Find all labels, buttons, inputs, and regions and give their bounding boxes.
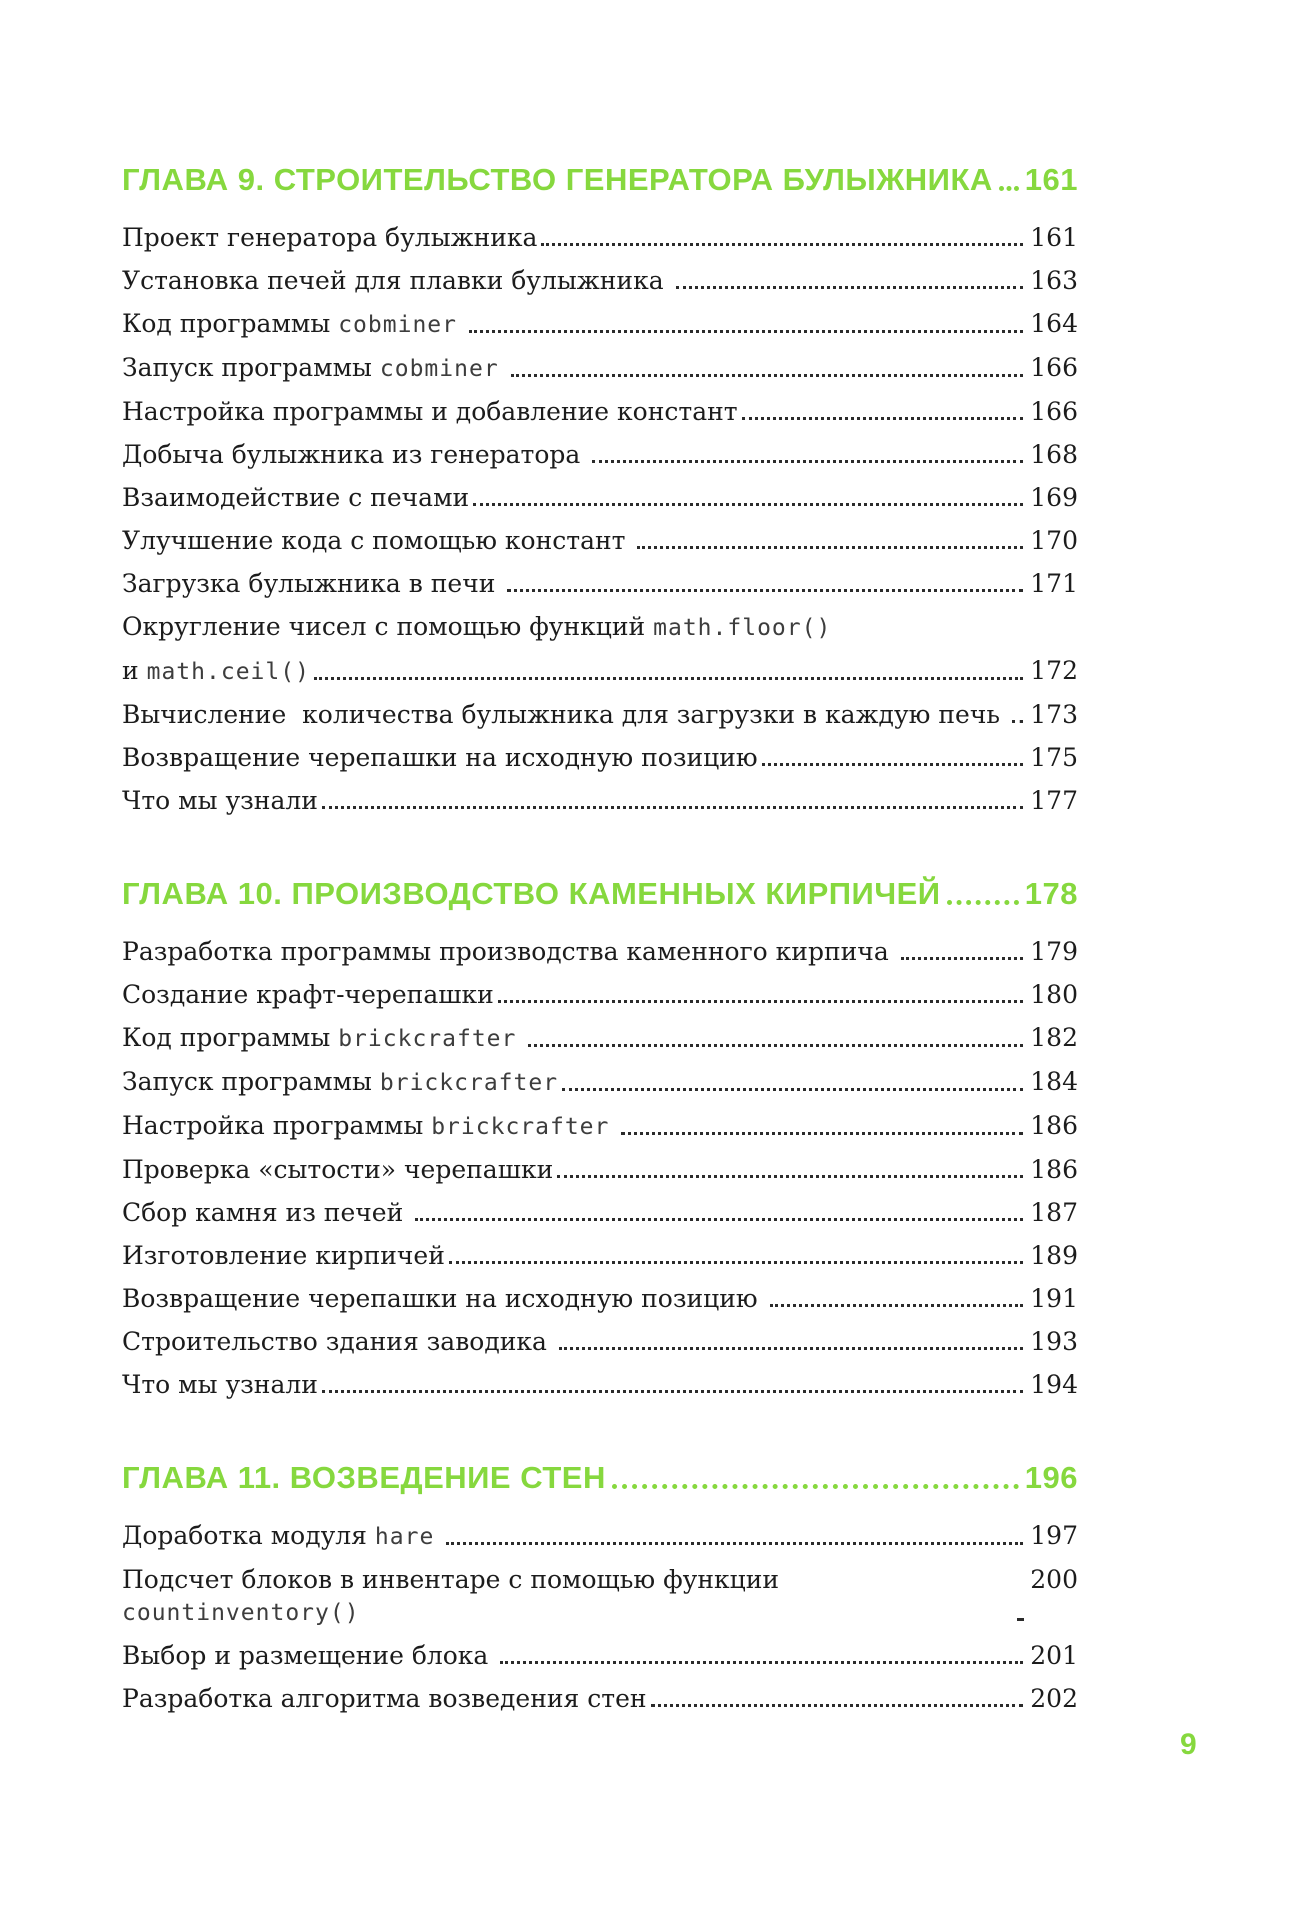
entry-page-number: 172: [1030, 655, 1078, 685]
entry-line: [122, 1634, 1078, 1677]
dot-leader: [742, 417, 1024, 420]
entry-page-number: 166: [1030, 352, 1078, 382]
entry-line: [122, 562, 1078, 605]
dot-leader: [676, 286, 1024, 289]
chapter-heading: [122, 874, 1078, 914]
page-folio: 9: [1180, 1728, 1197, 1761]
entry-page-number: 202: [1030, 1683, 1078, 1713]
code-term: cobminer: [379, 355, 499, 382]
dot-leader: [498, 1000, 1024, 1003]
dot-leader: [314, 677, 1023, 680]
entry-text-part: Округление чисел с помощью функций: [122, 611, 654, 641]
entry-text-part: [609, 1111, 617, 1140]
entry-page-number: 184: [1030, 1066, 1078, 1096]
toc-entry: [122, 1148, 1078, 1191]
entry-line: [122, 736, 1078, 779]
toc-entry: [122, 693, 1078, 736]
toc-entry: [122, 779, 1078, 822]
entry-text-part: [434, 1521, 442, 1550]
entry-text-part: Доработка модуля: [122, 1520, 375, 1550]
entry-line: [122, 1677, 1078, 1720]
dot-leader: [511, 374, 1024, 377]
dot-leader: [541, 243, 1023, 246]
entry-text: [122, 396, 738, 428]
entry-text-part: Разработка алгоритма возведения стен: [122, 1683, 647, 1713]
dot-leader: [322, 1390, 1023, 1393]
chapter-entries: [122, 930, 1078, 1406]
entry-text-part: Проект генератора булыжника: [122, 222, 538, 252]
entry-line: [122, 1191, 1078, 1234]
entry-page-number: 182: [1030, 1022, 1078, 1052]
entry-line: [122, 779, 1078, 822]
entry-text: [122, 936, 897, 968]
entry-text-part: Взаимодействие с печами: [122, 482, 470, 512]
entry-text: [122, 482, 469, 514]
dot-leader: [770, 1304, 1024, 1307]
entry-page-number: 175: [1030, 742, 1078, 772]
entry-page-number: 193: [1030, 1326, 1078, 1356]
dot-leader: [762, 763, 1024, 766]
entry-line: [122, 1148, 1078, 1191]
toc-entry: [122, 605, 1078, 693]
entry-text: [122, 699, 1008, 731]
chapter-dot-leader: [612, 1484, 1019, 1489]
chapter-dot-leader: [947, 900, 1019, 905]
chapter-entries: [122, 1514, 1078, 1720]
entry-line: [122, 1234, 1078, 1277]
chapter-dot-leader: [999, 186, 1019, 191]
entry-text-part: [499, 353, 507, 382]
entry-line: [122, 1277, 1078, 1320]
entry-text-part: Что мы узнали: [122, 785, 318, 815]
entry-text: [122, 1326, 555, 1358]
entry-text: [122, 1110, 617, 1143]
entry-text: [122, 655, 310, 688]
entry-text-part: Код программы: [122, 1022, 339, 1052]
entry-text-part: Сбор камня из печей: [122, 1197, 412, 1227]
entry-line: [122, 433, 1078, 476]
toc-entry: [122, 302, 1078, 346]
code-term: hare: [374, 1523, 435, 1550]
entry-text-part: Что мы узнали: [122, 1369, 318, 1399]
dot-leader: [1017, 1618, 1023, 1621]
entry-line: [122, 1363, 1078, 1406]
toc-entry: [122, 973, 1078, 1016]
toc-chapter: [122, 160, 1078, 822]
table-of-contents: [122, 160, 1078, 1720]
entry-page-number: 189: [1030, 1240, 1078, 1270]
dot-leader: [446, 1542, 1023, 1545]
entry-text: [122, 1066, 558, 1099]
entry-text-part: [516, 1023, 524, 1052]
dot-leader: [637, 546, 1023, 549]
dot-leader: [528, 1044, 1023, 1047]
entry-text: [122, 742, 758, 774]
entry-page-number: 197: [1030, 1520, 1078, 1550]
entry-line: [122, 1104, 1078, 1148]
toc-entry: [122, 930, 1078, 973]
entry-line: [122, 605, 1078, 649]
entry-page-number: 200: [1030, 1564, 1078, 1594]
entry-page-number: 168: [1030, 439, 1078, 469]
toc-entry: [122, 562, 1078, 605]
chapter-heading: [122, 160, 1078, 200]
entry-text-part: и: [122, 655, 147, 685]
dot-leader: [592, 460, 1023, 463]
entry-text-part: Возвращение черепашки на исходную позицию: [122, 1283, 766, 1313]
toc-entry: [122, 390, 1078, 433]
entry-text-part: Загрузка булыжника в печи: [122, 568, 504, 598]
entry-text: [122, 352, 507, 385]
entry-text-part: Разработка программы производства каменного кирпича: [122, 936, 897, 966]
entry-page-number: 201: [1030, 1640, 1078, 1670]
toc-entry: [122, 1104, 1078, 1148]
toc-entry: [122, 1191, 1078, 1234]
entry-line: [122, 973, 1078, 1016]
entry-text: [122, 1520, 442, 1553]
entry-text-part: Создание крафт-черепашки: [122, 979, 494, 1009]
toc-entry: [122, 519, 1078, 562]
entry-text-part: Проверка «сытости» черепашки: [122, 1154, 554, 1184]
dot-leader: [500, 1661, 1023, 1664]
entry-page-number: 166: [1030, 396, 1078, 426]
entry-text: [122, 1369, 318, 1401]
entry-line: [122, 649, 1078, 693]
entry-text: [122, 222, 537, 254]
entry-text: [122, 308, 465, 341]
entry-page-number: 187: [1030, 1197, 1078, 1227]
toc-entry: [122, 1558, 1078, 1634]
toc-chapter: [122, 1458, 1078, 1720]
code-term: cobminer: [338, 311, 457, 338]
entry-line: [122, 346, 1078, 390]
code-term: brickcrafter: [379, 1069, 559, 1096]
toc-entry: [122, 1320, 1078, 1363]
chapter-entries: [122, 216, 1078, 822]
entry-page-number: 161: [1030, 222, 1078, 252]
toc-entry: [122, 1634, 1078, 1677]
entry-page-number: 186: [1030, 1154, 1078, 1184]
chapter-page-number: 178: [1024, 876, 1078, 911]
entry-text-part: Вычисление количества булыжника для загрузки в каждую печь: [122, 699, 1008, 729]
entry-page-number: 180: [1030, 979, 1078, 1009]
chapter-page-number: 161: [1024, 162, 1078, 197]
dot-leader: [557, 1175, 1023, 1178]
entry-text-part: Строительство здания заводика: [122, 1326, 555, 1356]
chapter-title: ГЛАВА 11. ВОЗВЕДЕНИЕ СТЕН: [122, 1460, 606, 1495]
entry-text: [122, 525, 633, 557]
entry-text: [122, 265, 672, 297]
entry-line: [122, 1514, 1078, 1558]
entry-text: [122, 1154, 553, 1186]
dot-leader: [473, 503, 1023, 506]
entry-text-part: Подсчет блоков в инвентаре с помощью функции: [122, 1564, 788, 1594]
dot-leader: [1012, 720, 1023, 723]
code-term: math.floor(): [653, 614, 832, 641]
entry-text-part: Запуск программы: [122, 1066, 380, 1096]
toc-entry: [122, 1363, 1078, 1406]
dot-leader: [559, 1347, 1023, 1350]
entry-text-part: Добыча булыжника из генератора: [122, 439, 589, 469]
entry-page-number: 164: [1030, 308, 1078, 338]
entry-text-part: Настройка программы: [122, 1110, 432, 1140]
dot-leader: [449, 1261, 1023, 1264]
entry-text: [122, 1022, 524, 1055]
chapter-title: ГЛАВА 9. СТРОИТЕЛЬСТВО ГЕНЕРАТОРА БУЛЫЖНИКА: [122, 162, 993, 197]
toc-entry: [122, 1677, 1078, 1720]
code-term: math.ceil(): [146, 658, 310, 685]
entry-text: [122, 1283, 766, 1315]
entry-page-number: 169: [1030, 482, 1078, 512]
entry-page-number: 179: [1030, 936, 1078, 966]
entry-line: [122, 1558, 1078, 1634]
entry-page-number: 171: [1030, 568, 1078, 598]
toc-entry: [122, 1514, 1078, 1558]
entry-text: [122, 1197, 411, 1229]
code-term: countinventory(): [122, 1599, 360, 1626]
entry-text-part: Настройка программы и добавление констант: [122, 396, 738, 426]
entry-text: [122, 568, 503, 600]
entry-page-number: 177: [1030, 785, 1078, 815]
entry-line: [122, 1016, 1078, 1060]
toc-entry: [122, 216, 1078, 259]
entry-text-part: Код программы: [122, 308, 339, 338]
entry-line: [122, 693, 1078, 736]
entry-text-part: Возвращение черепашки на исходную позицию: [122, 742, 758, 772]
entry-text: [122, 439, 588, 471]
toc-entry: [122, 346, 1078, 390]
entry-text: [122, 785, 318, 817]
chapter-page-number: 196: [1024, 1460, 1078, 1495]
entry-page-number: 173: [1030, 699, 1078, 729]
entry-line: [122, 259, 1078, 302]
entry-page-number: 186: [1030, 1110, 1078, 1140]
entry-line: [122, 476, 1078, 519]
entry-text: [122, 1240, 445, 1272]
chapter-heading: [122, 1458, 1078, 1498]
dot-leader: [469, 330, 1023, 333]
dot-leader: [562, 1088, 1023, 1091]
dot-leader: [621, 1132, 1023, 1135]
dot-leader: [322, 806, 1023, 809]
entry-text: [122, 979, 494, 1011]
dot-leader: [507, 589, 1023, 592]
entry-line: [122, 1320, 1078, 1363]
entry-page-number: 191: [1030, 1283, 1078, 1313]
entry-line: [122, 930, 1078, 973]
entry-line: [122, 519, 1078, 562]
entry-text-part: Запуск программы: [122, 352, 380, 382]
code-term: brickcrafter: [431, 1113, 610, 1140]
entry-line: [122, 1060, 1078, 1104]
entry-text-part: Изготовление кирпичей: [122, 1240, 445, 1270]
toc-entry: [122, 259, 1078, 302]
toc-entry: [122, 1016, 1078, 1060]
toc-entry: [122, 1234, 1078, 1277]
entry-text: [122, 1640, 496, 1672]
entry-text-part: Установка печей для плавки булыжника: [122, 265, 672, 295]
toc-entry: [122, 476, 1078, 519]
toc-entry: [122, 1060, 1078, 1104]
toc-entry: [122, 736, 1078, 779]
toc-entry: [122, 1277, 1078, 1320]
entry-page-number: 194: [1030, 1369, 1078, 1399]
entry-line: [122, 390, 1078, 433]
entry-page-number: 170: [1030, 525, 1078, 555]
chapter-title: ГЛАВА 10. ПРОИЗВОДСТВО КАМЕННЫХ КИРПИЧЕЙ: [122, 876, 941, 911]
entry-text: [122, 1683, 647, 1715]
entry-text-part: [457, 309, 465, 338]
entry-page-number: 163: [1030, 265, 1078, 295]
dot-leader: [651, 1704, 1024, 1707]
entry-text-part: Улучшение кода с помощью констант: [122, 525, 634, 555]
dot-leader: [901, 957, 1024, 960]
code-term: brickcrafter: [338, 1025, 517, 1052]
entry-line: [122, 216, 1078, 259]
entry-text: [122, 1564, 1013, 1629]
dot-leader: [415, 1218, 1023, 1221]
toc-chapter: [122, 874, 1078, 1406]
entry-text: [122, 611, 831, 644]
toc-entry: [122, 433, 1078, 476]
entry-line: [122, 302, 1078, 346]
entry-text-part: Выбор и размещение блока: [122, 1640, 497, 1670]
